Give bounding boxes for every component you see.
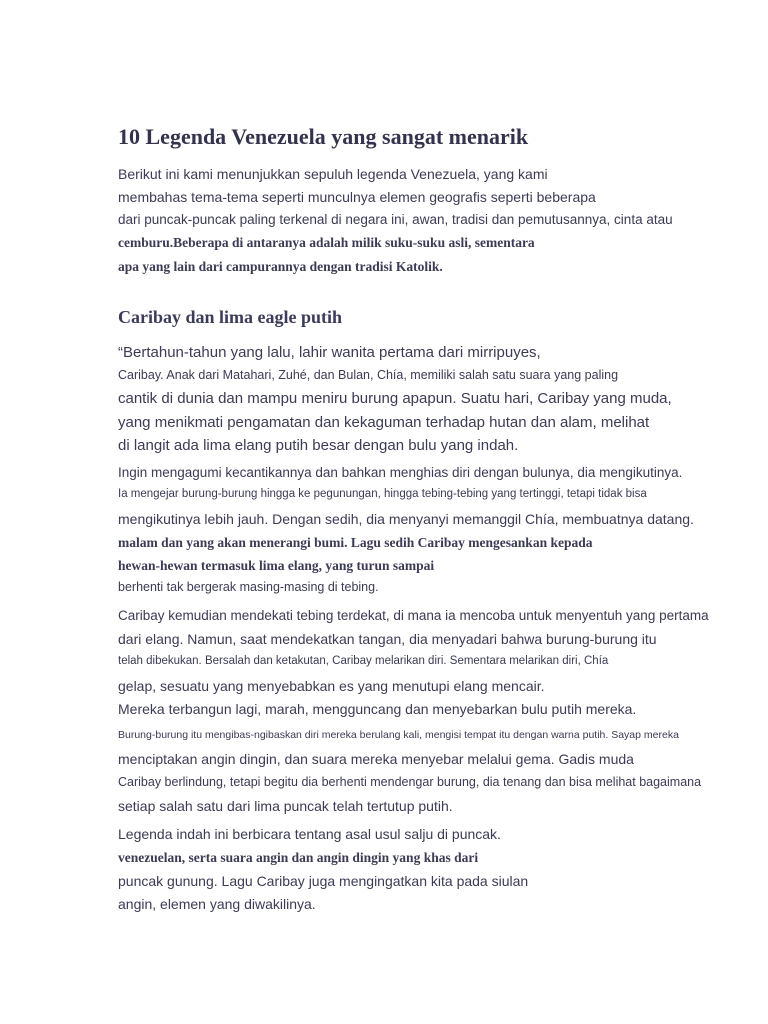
- body-line: venezuelan, serta suara angin dan angin dingin yang khas dari: [118, 850, 479, 865]
- body-line: Ingin mengagumi kecantikannya dan bahkan menghias diri dengan bulunya, dia mengikutinya.: [118, 465, 683, 480]
- body-line: hewan-hewan termasuk lima elang, yang turun sampai: [118, 558, 435, 573]
- body-line: Burung-burung itu mengibas-ngibaskan diri mereka berulang kali, mengisi tempat itu dengan warna putih. Sayap mereka: [118, 729, 679, 741]
- intro-line: Berikut ini kami menunjukkan sepuluh legenda Venezuela, yang kami: [118, 166, 548, 182]
- body-line: dari elang. Namun, saat mendekatkan tangan, dia menyadari bahwa burung-burung itu: [118, 631, 657, 647]
- section-title: Caribay dan lima eagle putih: [118, 307, 343, 327]
- body-line: yang menikmati pengamatan dan kekaguman terhadap hutan dan alam, melihat: [118, 414, 650, 431]
- intro-line: cemburu.Beberapa di antaranya adalah milik suku-suku asli, sementara: [118, 235, 535, 250]
- body-line: di langit ada lima elang putih besar dengan bulu yang indah.: [118, 437, 519, 454]
- document-title: 10 Legenda Venezuela yang sangat menarik: [118, 124, 529, 149]
- body-line: mengikutinya lebih jauh. Dengan sedih, dia menyanyi memanggil Chía, membuatnya datang.: [118, 511, 694, 527]
- body-line: gelap, sesuatu yang menyebabkan es yang menutupi elang mencair.: [118, 678, 545, 694]
- body-line: telah dibekukan. Bersalah dan ketakutan, Caribay melarikan diri. Sementara melarikan diri, Chía: [118, 655, 609, 667]
- body-line: menciptakan angin dingin, dan suara mereka menyebar melalui gema. Gadis muda: [118, 751, 634, 767]
- body-line: setiap salah satu dari lima puncak telah tertutup putih.: [118, 798, 453, 814]
- body-line: berhenti tak bergerak masing-masing di tebing.: [118, 580, 379, 594]
- body-line: cantik di dunia dan mampu meniru burung apapun. Suatu hari, Caribay yang muda,: [118, 390, 672, 407]
- body-line: Caribay berlindung, tetapi begitu dia berhenti mendengar burung, dia tenang dan bisa melihat bagaimana: [118, 775, 702, 789]
- body-line: Caribay kemudian mendekati tebing terdekat, di mana ia mencoba untuk menyentuh yang pertama: [118, 608, 709, 623]
- body-line: Ia mengejar burung-burung hingga ke pegunungan, hingga tebing-tebing yang tertinggi, tetapi tidak bisa: [118, 488, 647, 500]
- intro-line: membahas tema-tema seperti munculnya elemen geografis seperti beberapa: [118, 189, 596, 205]
- intro-line: apa yang lain dari campurannya dengan tradisi Katolik.: [118, 259, 443, 274]
- body-line: Mereka terbangun lagi, marah, mengguncang dan menyebarkan bulu putih mereka.: [118, 701, 637, 717]
- body-line: “Bertahun-tahun yang lalu, lahir wanita pertama dari mirripuyes,: [118, 344, 541, 361]
- body-line: malam dan yang akan menerangi bumi. Lagu sedih Caribay mengesankan kepada: [118, 535, 593, 550]
- body-line: Caribay. Anak dari Matahari, Zuhé, dan Bulan, Chía, memiliki salah satu suara yang paling: [118, 368, 619, 382]
- intro-line: dari puncak-puncak paling terkenal di negara ini, awan, tradisi dan pemutusannya, cinta atau: [118, 212, 673, 227]
- body-line: angin, elemen yang diwakilinya.: [118, 896, 316, 912]
- body-line: Legenda indah ini berbicara tentang asal usul salju di puncak.: [118, 826, 501, 842]
- body-line: puncak gunung. Lagu Caribay juga mengingatkan kita pada siulan: [118, 873, 529, 889]
